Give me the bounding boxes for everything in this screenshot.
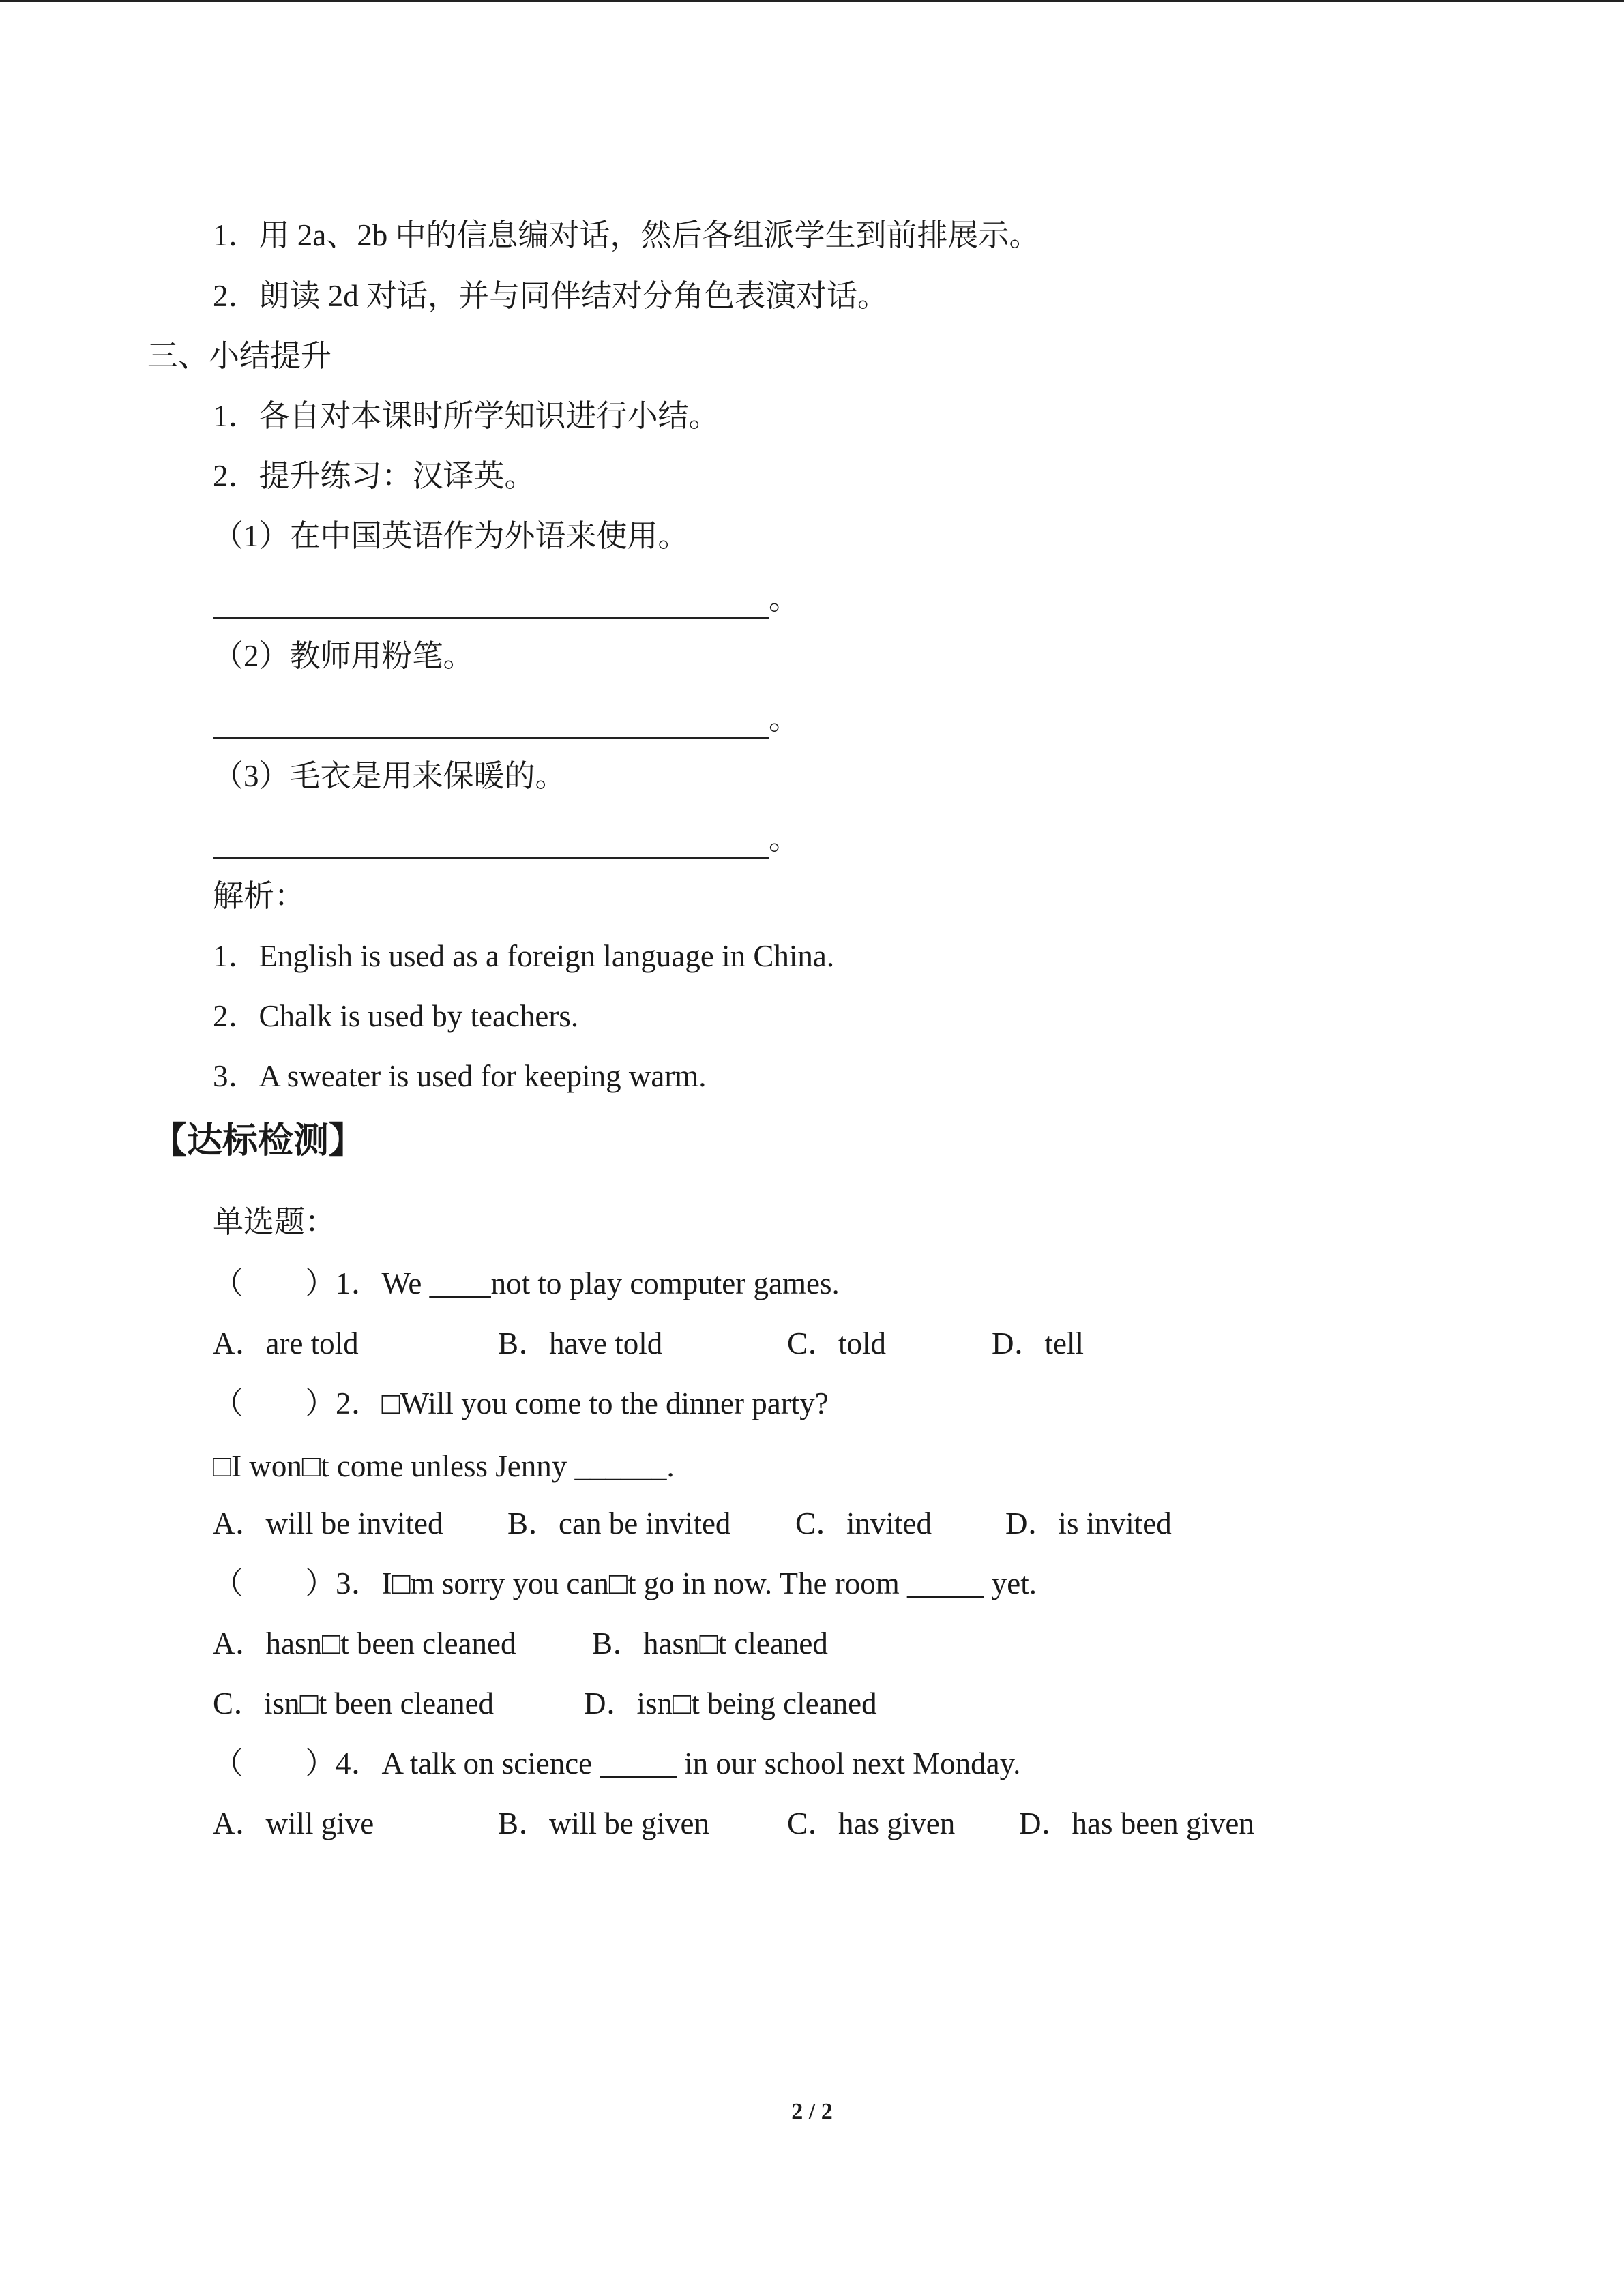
option-b[interactable]: B．have told: [498, 1326, 663, 1360]
option-b[interactable]: B．hasn□t cleaned: [592, 1626, 828, 1660]
question-4-stem: （ ）4．A talk on science _____ in our school next Monday.: [213, 1746, 1021, 1780]
option-c[interactable]: C．isn□t been cleaned: [213, 1686, 494, 1720]
answer-blank-2[interactable]: [213, 698, 799, 739]
option-b[interactable]: B．can be invited: [507, 1506, 731, 1540]
blank-period: 。: [769, 822, 800, 856]
question-3-stem: （ ）3．I□m sorry you can□t go in now. The room _____ yet.: [213, 1566, 1037, 1600]
answer-blank-1[interactable]: [213, 578, 799, 619]
single-choice-label: 单选题：: [213, 1205, 336, 1239]
answer-line: [213, 707, 769, 739]
option-a[interactable]: A．will be invited: [213, 1506, 443, 1540]
option-d[interactable]: D．has been given: [1019, 1806, 1254, 1840]
blank-period: 。: [769, 582, 800, 616]
practice-item-1: 1．用 2a、2b 中的信息编对话，然后各组派学生到前排展示。: [213, 218, 1040, 252]
page-number: 2 / 2: [791, 2099, 833, 2124]
answer-blank-3[interactable]: [213, 818, 799, 859]
option-c[interactable]: C．has given: [787, 1806, 956, 1840]
translation-question-2: （2）教师用粉笔。: [213, 639, 474, 673]
option-d[interactable]: D．isn□t being cleaned: [584, 1686, 877, 1720]
analysis-label: 解析：: [213, 879, 306, 913]
section-title-summary: 三、小结提升: [147, 339, 332, 373]
translation-question-3: （3）毛衣是用来保暖的。: [213, 759, 566, 793]
practice-item-2: 2．朗读 2d 对话，并与同伴结对分角色表演对话。: [213, 279, 889, 313]
option-a[interactable]: A．hasn□t been cleaned: [213, 1626, 516, 1660]
option-a[interactable]: A．will give: [213, 1806, 374, 1840]
question-2-stem: （ ）2．□Will you come to the dinner party?: [213, 1386, 829, 1420]
question-1-stem: （ ）1．We ____not to play computer games.: [213, 1266, 840, 1300]
option-b[interactable]: B．will be given: [498, 1806, 709, 1840]
option-a[interactable]: A．are told: [213, 1326, 359, 1360]
analysis-answer-1: 1．English is used as a foreign language in China.: [213, 939, 835, 973]
option-d[interactable]: D．is invited: [1005, 1506, 1172, 1540]
summary-item-2: 2．提升练习：汉译英。: [213, 459, 535, 493]
option-c[interactable]: C．invited: [795, 1506, 932, 1540]
analysis-answer-2: 2．Chalk is used by teachers.: [213, 999, 579, 1033]
question-2-stem-reply: □I won□t come unless Jenny ______.: [213, 1449, 675, 1483]
answer-line: [213, 587, 769, 619]
page-top-border: [0, 0, 1624, 2]
option-d[interactable]: D．tell: [992, 1326, 1084, 1360]
summary-item-1: 1．各自对本课时所学知识进行小结。: [213, 399, 720, 433]
analysis-answer-3: 3．A sweater is used for keeping warm.: [213, 1059, 707, 1093]
translation-question-1: （1）在中国英语作为外语来使用。: [213, 519, 689, 553]
section-heading-test: 【达标检测】: [151, 1120, 365, 1161]
blank-period: 。: [769, 702, 800, 736]
answer-line: [213, 827, 769, 859]
option-c[interactable]: C．told: [787, 1326, 887, 1360]
